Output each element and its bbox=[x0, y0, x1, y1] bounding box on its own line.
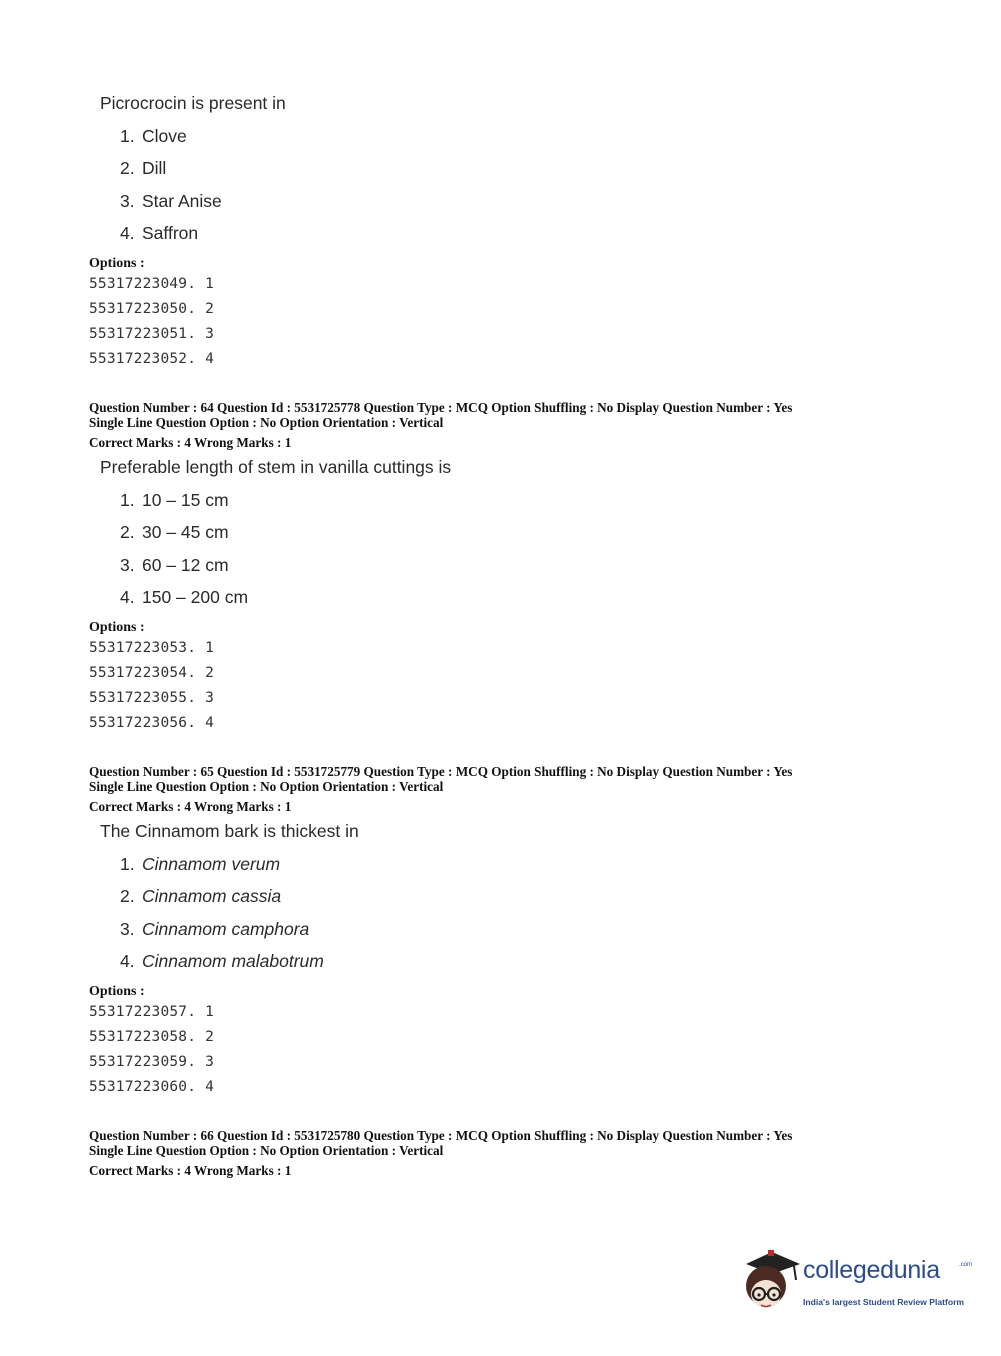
choice-item: 1. 10 – 15 cm bbox=[120, 490, 229, 510]
question-text: Picrocrocin is present in bbox=[100, 93, 286, 113]
question-marks: Correct Marks : 4 Wrong Marks : 1 bbox=[89, 435, 292, 450]
question-meta: Single Line Question Option : No Option Orientation : Vertical bbox=[89, 1143, 444, 1158]
option-id-row: 55317223060. 4 bbox=[89, 1079, 215, 1095]
options-label: Options : bbox=[89, 256, 145, 271]
choice-item: 4. Cinnamom malabotrum bbox=[120, 951, 324, 971]
option-id-row: 55317223051. 3 bbox=[89, 326, 215, 342]
option-id-row: 55317223050. 2 bbox=[89, 301, 215, 317]
question-meta: Question Number : 65 Question Id : 5531725779 Question Type : MCQ Option Shuffling : No Display Question Number : Yes bbox=[89, 764, 793, 779]
mascot-icon bbox=[742, 1250, 802, 1314]
choice-item: 2. Cinnamom cassia bbox=[120, 886, 282, 906]
logo-tagline: India's largest Student Review Platform bbox=[803, 1297, 965, 1307]
question-meta: Single Line Question Option : No Option Orientation : Vertical bbox=[89, 779, 444, 794]
option-id-row: 55317223057. 1 bbox=[89, 1004, 215, 1020]
question-meta: Question Number : 66 Question Id : 5531725780 Question Type : MCQ Option Shuffling : No Display Question Number : Yes bbox=[89, 1128, 793, 1143]
question-text: The Cinnamom bark is thickest in bbox=[100, 821, 359, 841]
option-id-row: 55317223049. 1 bbox=[89, 276, 215, 292]
choice-item: 3. Cinnamom camphora bbox=[120, 919, 310, 939]
question-marks: Correct Marks : 4 Wrong Marks : 1 bbox=[89, 1163, 292, 1178]
option-id-row: 55317223059. 3 bbox=[89, 1054, 215, 1070]
choice-item: 1. Cinnamom verum bbox=[120, 854, 281, 874]
logo-wordmark: collegedunia bbox=[803, 1256, 940, 1284]
collegedunia-logo bbox=[742, 1250, 972, 1314]
choice-item: 4. 150 – 200 cm bbox=[120, 587, 249, 607]
choice-item: 2. 30 – 45 cm bbox=[120, 522, 229, 542]
question-marks: Correct Marks : 4 Wrong Marks : 1 bbox=[89, 799, 292, 814]
choice-item: 3. Star Anise bbox=[120, 191, 222, 211]
logo-suffix: .com bbox=[959, 1262, 973, 1268]
option-id-row: 55317223058. 2 bbox=[89, 1029, 215, 1045]
choice-item: 1. Clove bbox=[120, 126, 187, 146]
option-id-row: 55317223055. 3 bbox=[89, 690, 215, 706]
choice-item: 3. 60 – 12 cm bbox=[120, 555, 229, 575]
option-id-row: 55317223054. 2 bbox=[89, 665, 215, 681]
question-meta: Question Number : 64 Question Id : 5531725778 Question Type : MCQ Option Shuffling : No Display Question Number : Yes bbox=[89, 400, 793, 415]
choice-item: 4. Saffron bbox=[120, 223, 199, 243]
option-id-row: 55317223053. 1 bbox=[89, 640, 215, 656]
question-text: Preferable length of stem in vanilla cuttings is bbox=[100, 457, 452, 477]
options-label: Options : bbox=[89, 984, 145, 999]
option-id-row: 55317223052. 4 bbox=[89, 351, 215, 367]
question-meta: Single Line Question Option : No Option Orientation : Vertical bbox=[89, 415, 444, 430]
choice-item: 2. Dill bbox=[120, 158, 167, 178]
option-id-row: 55317223056. 4 bbox=[89, 715, 215, 731]
options-label: Options : bbox=[89, 620, 145, 635]
